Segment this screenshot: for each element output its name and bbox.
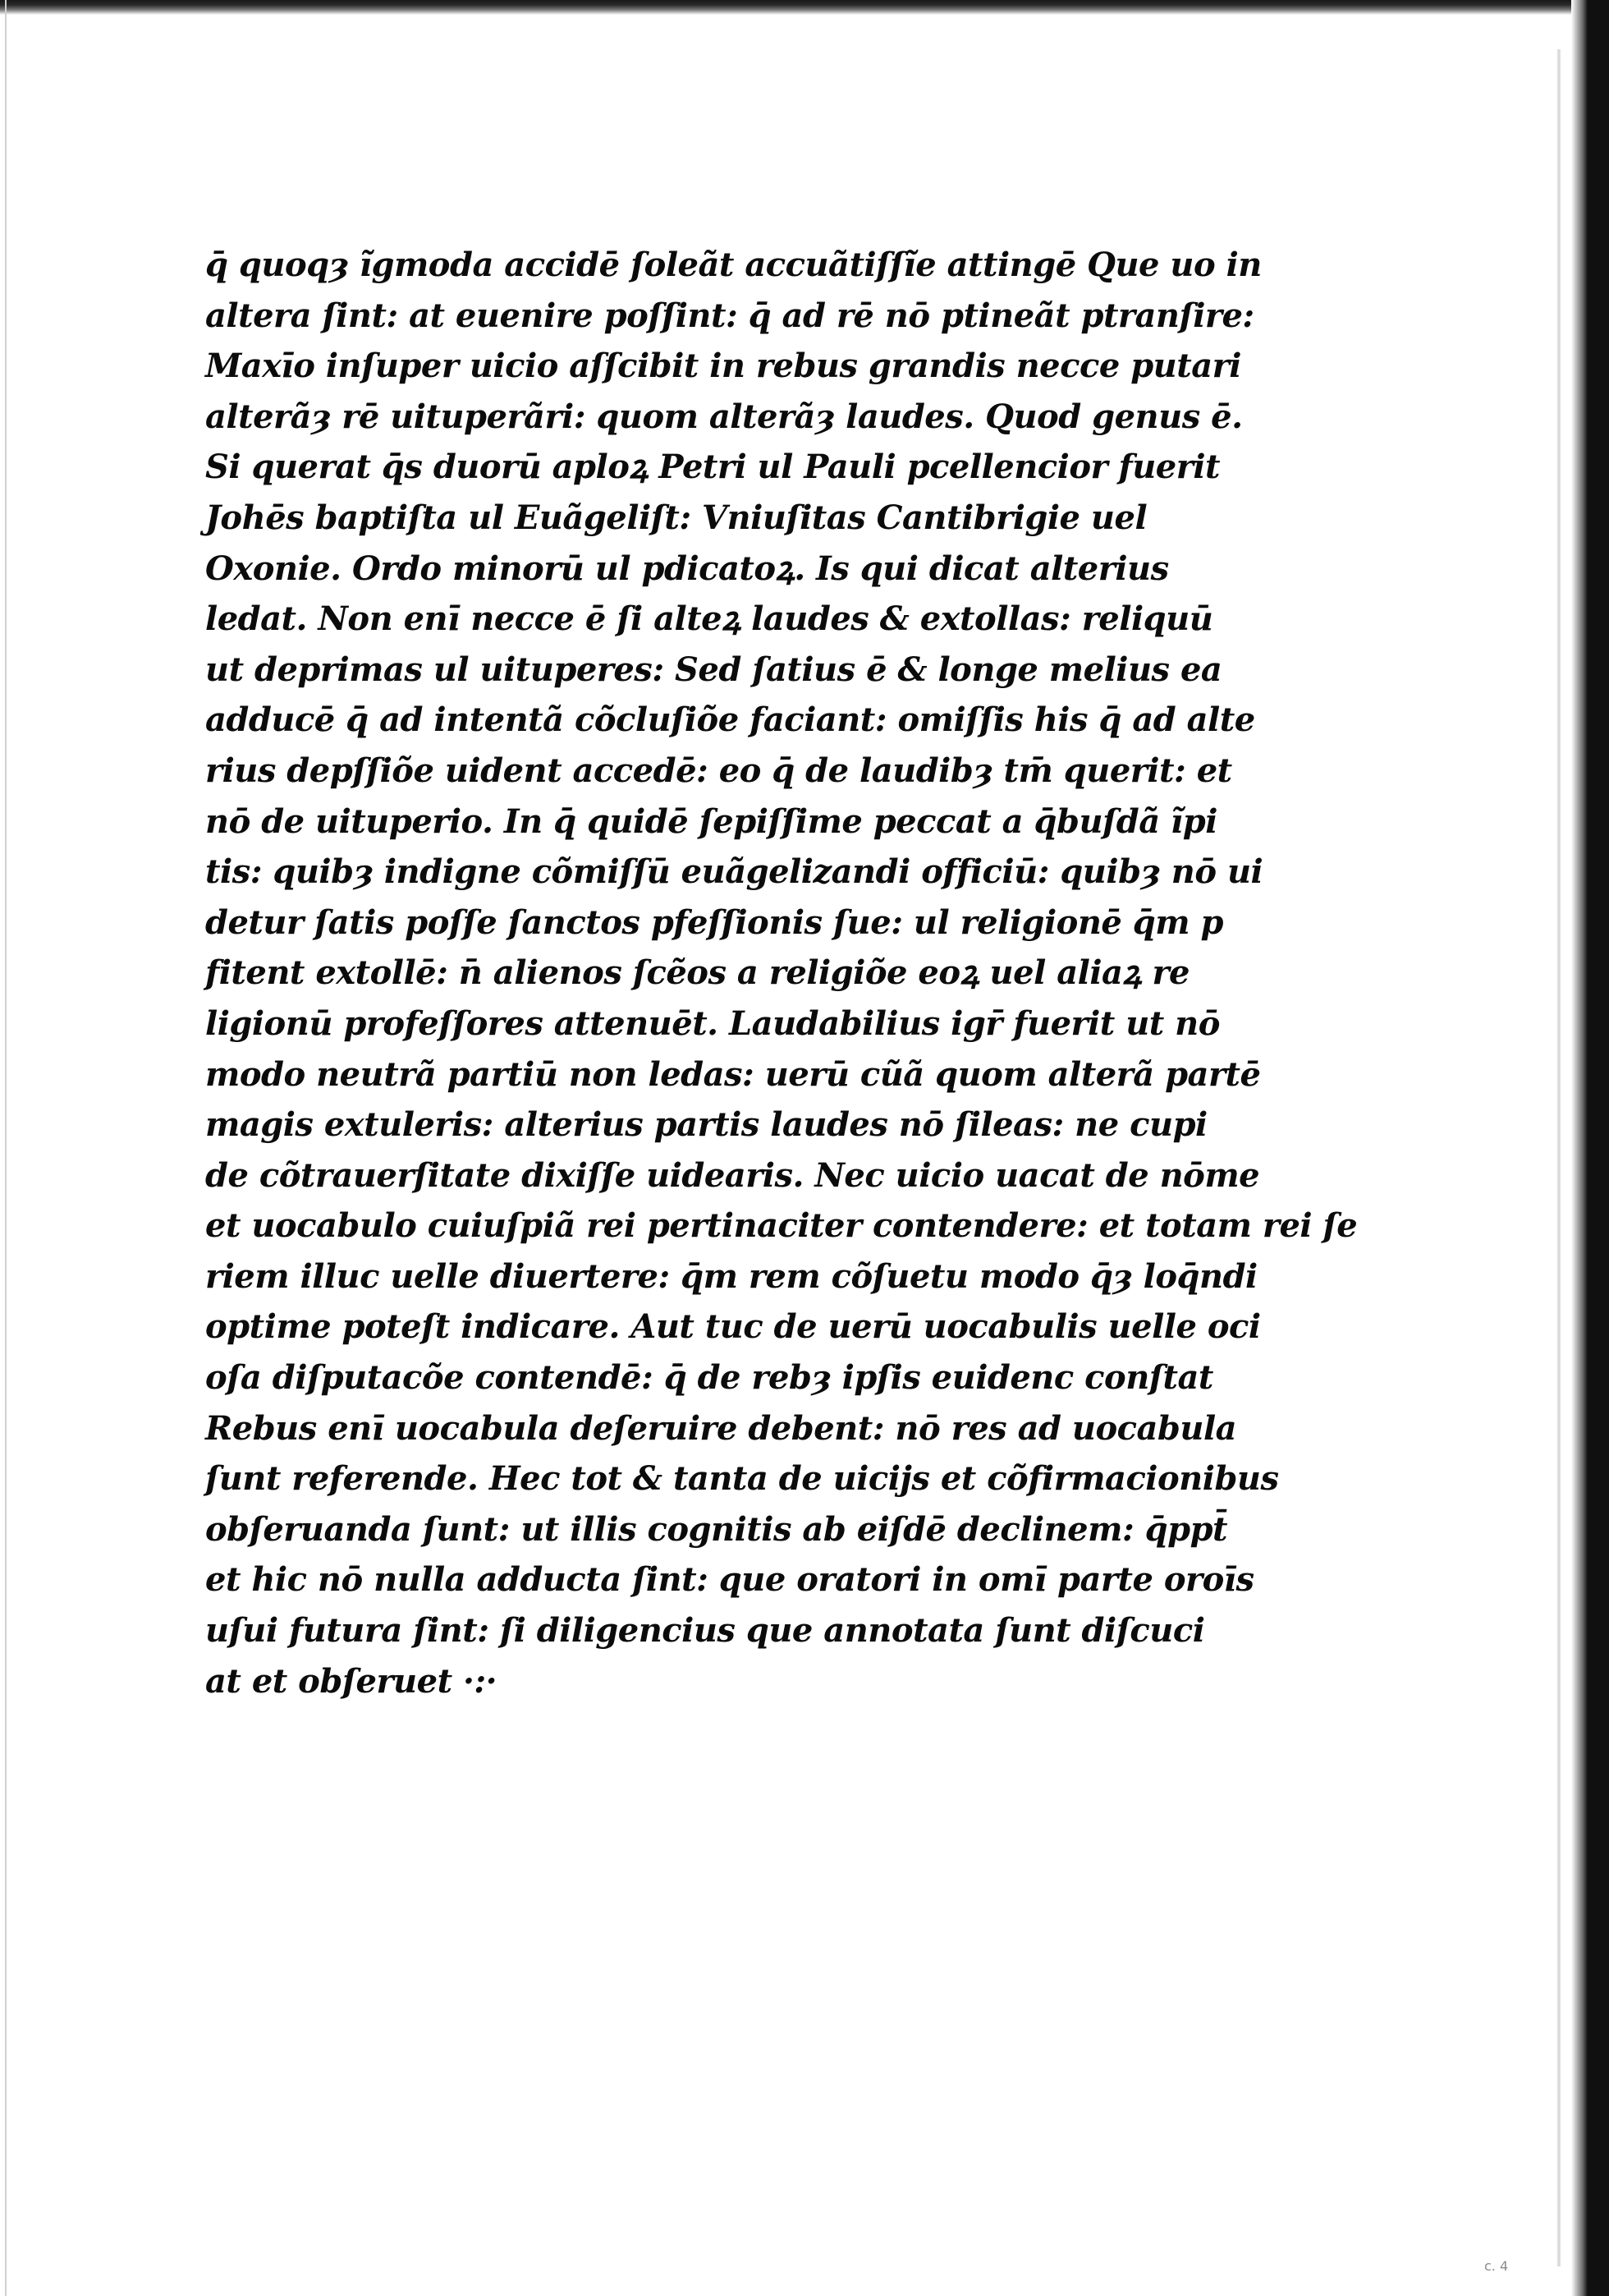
text-line-11: rius depſſiõe uident accedē: eo q̄ de laudibȝ tm̄ querit: et — [205, 751, 1232, 790]
text-line-15: fitent extollē: n̄ alienos ſcẽos a religiõe eoꝝ uel aliaꝝ re — [205, 953, 1190, 993]
text-line-13: tis: quibȝ indigne cõmiſſū euãgelizandi officiū: quibȝ nō ui — [205, 852, 1263, 892]
text-block — [205, 240, 1358, 1706]
text-line-1: q̄ quoqȝ ĩgmoda accidē ſoleãt accuãtiſſĩe attingē Que uo in — [205, 246, 1262, 284]
text-line-20: et uocabulo cuiuſpiã rei pertinaciter contendere: et totam rei ſe — [205, 1206, 1358, 1246]
scan-left-edge — [5, 0, 7, 2296]
text-line-23: oſa diſputacõe contendē: q̄ de rebȝ ipſis euidenc conſtat — [205, 1358, 1213, 1398]
text-line-18: magis extuleris: alterius partis laudes nō ſileas: ne cupi — [205, 1105, 1208, 1145]
text-line-17: modo neutrã partiū non ledas: uerū cũã quom alterã partē — [205, 1054, 1261, 1094]
text-line-28: uſui futura ſint: ſi diligencius que annotata ſunt diſcuci — [205, 1611, 1205, 1651]
page-gutter-shadow — [1556, 49, 1561, 2266]
text-line-19: de cõtrauerſitate dixiſſe uidearis. Nec uicio uacat de nōme — [205, 1155, 1260, 1195]
text-line-4: alterãȝ rē uituperãri: quom alterãȝ laudes. Quod genus ē. — [205, 397, 1243, 436]
text-line-2: altera ſint: at euenire poſſint: q̄ ad rē nō ptineãt ptranſire: — [205, 296, 1254, 335]
text-line-8: ledat. Non enī necce ē ſi alteꝝ laudes & extollas: reliquū — [205, 599, 1213, 639]
text-line-25: ſunt referende. Hec tot & tanta de uicijs et cõfirmacionibus — [205, 1459, 1279, 1499]
text-line-12: nō de uituperio. In q̄ quidē ſepiſſime peccat a q̄buſdã ĩpi — [205, 801, 1217, 841]
text-line-5: Si querat q̄s duorū aploꝝ Petri ul Pauli pcellencior fuerit — [205, 448, 1220, 487]
text-line-7: Oxonie. Ordo minorū ul pdicatoꝝ. Is qui dicat alterius — [205, 549, 1169, 588]
scan-right-edge — [1571, 0, 1609, 2296]
text-line-14: detur ſatis poſſe ſanctos pfeſſionis ſue: ul religionē q̄m p — [205, 902, 1223, 942]
text-line-22: optime poteſt indicare. Aut tuc de uerū uocabulis uelle oci — [205, 1307, 1261, 1347]
text-line-29: at et obſeruet ·:· — [205, 1661, 497, 1701]
text-line-3: Maxīo inſuper uicio aſſcibit in rebus grandis necce putari — [205, 347, 1241, 386]
text-line-27: et hic nō nulla adducta ſint: que oratori in omī parte oroīs — [205, 1560, 1254, 1600]
text-line-24: Rebus enī uocabula deſeruire debent: nō res ad uocabula — [205, 1408, 1237, 1448]
scan-top-edge — [0, 0, 1609, 15]
text-line-21: riem illuc uelle diuertere: q̄m rem cõſuetu modo q̄ȝ loq̄ndi — [205, 1256, 1258, 1296]
text-line-6: Johēs baptiſta ul Euãgeliſt: Vniuſitas Cantibrigie uel — [205, 498, 1148, 537]
text-line-26: obſeruanda ſunt: ut illis cognitis ab eiſdē declinem: q̄ppt̄ — [205, 1509, 1228, 1549]
folio-mark: c. 4 — [1484, 2258, 1509, 2274]
text-line-10: adducē q̄ ad intentã cõcluſiõe faciant: omiſſis his q̄ ad alte — [205, 700, 1255, 740]
text-line-16: ligionū profeſſores attenuēt. Laudabilius igr̄ fuerit ut nō — [205, 1003, 1220, 1043]
text-line-9: ut deprimas ul uituperes: Sed ſatius ē & longe melius ea — [205, 650, 1222, 689]
